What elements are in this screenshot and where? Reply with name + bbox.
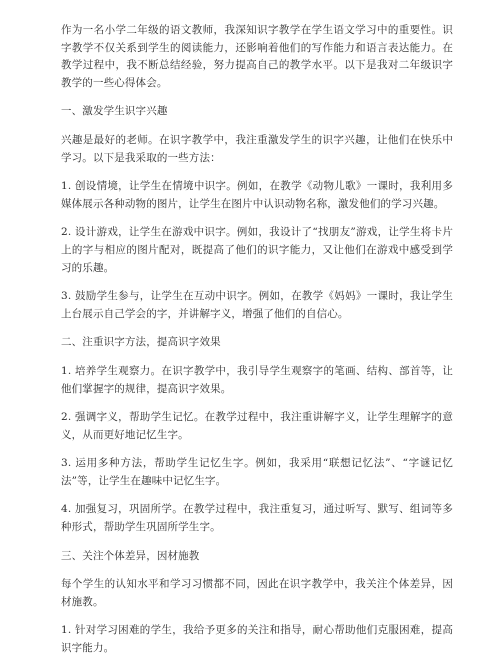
section-3-lead: 每个学生的认知水平和学习习惯都不同，因此在识字教学中，我关注个体差异，因材施教。 <box>61 578 453 608</box>
section-1-item-3: 3. 鼓励学生参与，让学生在互动中识字。例如，在教学《妈妈》一课时，我让学生上台展示自己学会的字，并讲解字义，增强了他们的自信心。 <box>61 290 453 320</box>
section-3-item-1: 1. 针对学习困难的学生，我给予更多的关注和指导，耐心帮助他们克服困难，提高识字能力。 <box>61 624 453 655</box>
section-1-item-1: 1. 创设情境，让学生在情境中识字。例如，在教学《动物儿歌》一课时，我利用多媒体展示各种动物的图片，让学生在图片中认识动物名称，激发他们的学习兴趣。 <box>61 180 453 210</box>
section-2-item-4: 4. 加强复习，巩固所学。在教学过程中，我注重复习，通过听写、默写、组词等多种形式，帮助学生巩固所学生字。 <box>61 503 453 534</box>
section-2-item-3: 3. 运用多种方法，帮助学生记忆生字。例如，我采用“联想记忆法”、“字谜记忆法”等，让学生在趣味中记忆生字。 <box>61 457 453 487</box>
section-heading-2: 二、注重识字方法，提高识字效果 <box>61 336 221 349</box>
section-heading-3: 三、关注个体差异，因材施教 <box>61 549 200 562</box>
section-2-item-2: 2. 强调字义，帮助学生记忆。在教学过程中，我注重讲解字义，让学生理解字的意义，从而更好地记忆生字。 <box>61 411 453 441</box>
section-1-item-2: 2. 设计游戏，让学生在游戏中识字。例如，我设计了“找朋友”游戏，让学生将卡片上的字与相应的图片配对，既提高了他们的识字能力，又让他们在游戏中感受到学习的乐趣。 <box>61 226 453 274</box>
document-body <box>61 22 453 667</box>
section-2-item-1: 1. 培养学生观察力。在识字教学中，我引导学生观察字的笔画、结构、部首等，让他们掌握字的规律，提高识字效果。 <box>61 364 453 395</box>
intro-paragraph: 作为一名小学二年级的语文教师，我深知识字教学在学生语文学习中的重要性。识字教学不仅关系到学生的阅读能力，还影响着他们的写作能力和语言表达能力。在教学过程中，我不断总结经验，努力提高自己的教学水平。以下是我对二年级识字教学的一些心得体会。 <box>61 24 453 89</box>
section-1-lead: 兴趣是最好的老师。在识字教学中，我注重激发学生的识字兴趣，让他们在快乐中学习。以下是我采取的一些方法： <box>61 133 453 164</box>
section-heading-1: 一、激发学生识字兴趣 <box>61 105 168 118</box>
